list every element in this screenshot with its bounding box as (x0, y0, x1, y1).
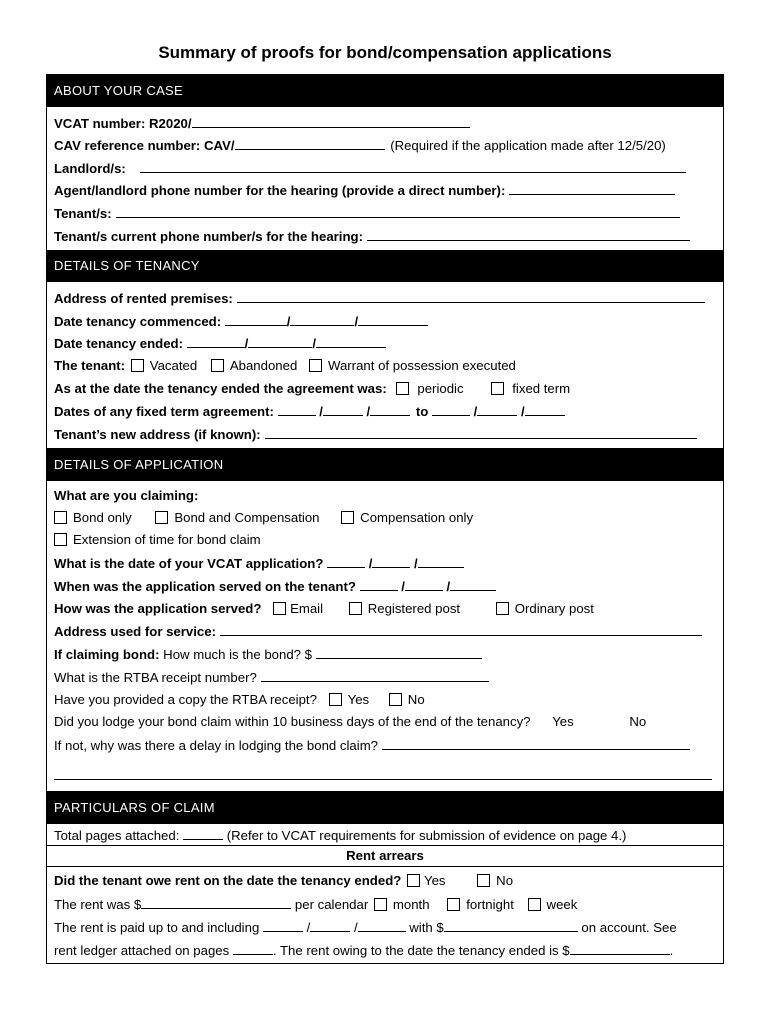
fortnight-label: fortnight (466, 897, 514, 912)
lodge-question: Did you lodge your bond claim within 10 business days of the end of the tenancy? (54, 714, 531, 729)
service-address-row (54, 623, 702, 640)
abandoned-checkbox[interactable] (211, 359, 224, 372)
fixed-term-checkbox[interactable] (491, 382, 504, 395)
vcat-number-label: VCAT number: R2020/ (54, 116, 192, 131)
rtba-receipt-field[interactable] (261, 669, 489, 682)
per-calendar-label: per calendar (294, 897, 369, 912)
pages-field[interactable] (183, 827, 223, 840)
tenant-field[interactable] (116, 205, 680, 218)
warrant-checkbox[interactable] (309, 359, 322, 372)
week-label: week (546, 897, 578, 912)
cav-number-row (54, 137, 666, 154)
ended-month-field[interactable] (248, 335, 312, 348)
vcat-number-field[interactable] (192, 115, 470, 128)
ordinary-post-label: Ordinary post (514, 601, 594, 616)
week-checkbox[interactable] (528, 898, 541, 911)
extension-checkbox[interactable] (54, 533, 67, 546)
tenant-phone-row (54, 228, 690, 245)
address-field[interactable] (237, 290, 705, 303)
vacated-checkbox[interactable] (131, 359, 144, 372)
rtba-copy-no-checkbox[interactable] (389, 693, 402, 706)
month-checkbox[interactable] (374, 898, 387, 911)
agent-phone-label: Agent/landlord phone number for the hearing (provide a direct number): (54, 183, 506, 198)
period-end: . (669, 943, 674, 958)
served-date-day-field[interactable] (360, 578, 398, 591)
delay-field[interactable] (382, 737, 690, 750)
rtba-copy-label: Have you provided a copy the RTBA receipt? (54, 692, 317, 707)
vcat-date-year-field[interactable] (418, 555, 464, 568)
warrant-label: Warrant of possession executed (328, 358, 516, 373)
pages-note: (Refer to VCAT requirements for submission of evidence on page 4.) (226, 828, 627, 843)
served-how-row (54, 601, 594, 617)
rtba-receipt-row (54, 669, 489, 686)
tenant-phone-field[interactable] (367, 228, 690, 241)
cav-note: (Required if the application made after 12/5/20) (390, 138, 666, 153)
pages-row (54, 827, 626, 844)
new-address-field[interactable] (265, 426, 697, 439)
rent-amount-field[interactable] (141, 896, 291, 909)
registered-post-label: Registered post (367, 601, 461, 616)
ledger-row (54, 942, 673, 959)
owe-rent-row (54, 873, 513, 889)
owing-label: . The rent owing to the date the tenancy ended is $ (272, 943, 570, 958)
paid-up-label: The rent is paid up to and including (54, 920, 260, 935)
lodge-no-option[interactable]: No (629, 714, 647, 729)
owe-rent-no-label: No (496, 873, 514, 888)
fixed-to-year-field[interactable] (525, 403, 565, 416)
vcat-date-day-field[interactable] (327, 555, 365, 568)
fixed-from-month-field[interactable] (323, 403, 363, 416)
month-label: month (392, 897, 430, 912)
commenced-year-field[interactable] (358, 313, 428, 326)
cav-number-field[interactable] (235, 137, 385, 150)
fixed-dates-row: Dates of any fixed term agreement: / / to / / (54, 403, 565, 420)
bond-only-label: Bond only (73, 510, 132, 525)
served-date-year-field[interactable] (450, 578, 496, 591)
landlord-field[interactable] (140, 160, 686, 173)
page-title: Summary of proofs for bond/compensation applications (158, 43, 612, 62)
served-date-row: When was the application served on the tenant? / / (54, 578, 496, 595)
owe-rent-yes-label: Yes (423, 873, 446, 888)
ledger-pages-field[interactable] (233, 942, 273, 955)
new-address-row (54, 426, 697, 443)
compensation-only-label: Compensation only (360, 510, 474, 525)
ended-day-field[interactable] (187, 335, 245, 348)
on-account-amount-field[interactable] (444, 919, 578, 932)
agent-phone-row (54, 182, 675, 199)
section-header-application: DETAILS OF APPLICATION (46, 448, 724, 481)
agent-phone-field[interactable] (509, 182, 675, 195)
fixed-from-day-field[interactable] (278, 403, 316, 416)
claiming-row (54, 488, 198, 504)
tenant-row (54, 205, 680, 222)
rent-was-label: The rent was $ (54, 897, 142, 912)
new-address-label: Tenant’s new address (if known): (54, 427, 261, 442)
divider (46, 845, 724, 846)
vcat-number-row (54, 115, 470, 132)
owe-rent-yes-checkbox[interactable] (407, 874, 420, 887)
bond-amount-label: How much is the bond? $ (163, 647, 312, 662)
paid-up-month-field[interactable] (310, 919, 350, 932)
address-row (54, 290, 705, 307)
fortnight-checkbox[interactable] (447, 898, 460, 911)
commenced-day-field[interactable] (225, 313, 287, 326)
fixed-from-year-field[interactable] (370, 403, 410, 416)
email-label: Email (290, 601, 324, 616)
rtba-copy-yes-label: Yes (347, 692, 370, 707)
on-account-label: on account. See (581, 920, 677, 935)
divider (46, 866, 724, 867)
to-label: to (415, 404, 429, 419)
fixed-dates-label: Dates of any fixed term agreement: (54, 404, 274, 419)
registered-post-checkbox[interactable] (349, 602, 362, 615)
compensation-only-checkbox[interactable] (341, 511, 354, 524)
claiming-bond-label: If claiming bond: (54, 647, 160, 662)
paid-up-row: The rent is paid up to and including / / with $ on account. See (54, 920, 677, 935)
owe-rent-no-checkbox[interactable] (477, 874, 490, 887)
section-header-tenancy: DETAILS OF TENANCY (46, 250, 724, 282)
periodic-checkbox[interactable] (396, 382, 409, 395)
bond-only-checkbox[interactable] (54, 511, 67, 524)
claiming-label: What are you claiming: (54, 488, 199, 503)
pages-label: Total pages attached: (54, 828, 180, 843)
address-label: Address of rented premises: (54, 291, 233, 306)
section-header-particulars: PARTICULARS OF CLAIM (46, 791, 724, 824)
commenced-label: Date tenancy commenced: (54, 314, 222, 329)
tenant-phone-label: Tenant/s current phone number/s for the hearing: (54, 229, 363, 244)
email-checkbox[interactable] (273, 602, 286, 615)
rent-arrears-title: Rent arrears (346, 848, 424, 863)
fixed-to-month-field[interactable] (477, 403, 517, 416)
served-date-month-field[interactable] (405, 578, 443, 591)
ended-label: Date tenancy ended: (54, 336, 183, 351)
delay-row (54, 737, 690, 754)
lodge-yes-option[interactable]: Yes (552, 714, 574, 729)
tenant-status-row (54, 358, 516, 374)
claim-options-row (54, 510, 473, 526)
extension-label: Extension of time for bond claim (73, 532, 261, 547)
fixed-term-label: fixed term (512, 381, 571, 396)
bond-amount-field[interactable] (316, 646, 482, 659)
vcat-date-row: What is the date of your VCAT application? / / (54, 555, 464, 572)
bond-and-compensation-checkbox[interactable] (155, 511, 168, 524)
service-address-label: Address used for service: (54, 624, 216, 639)
delay-label: If not, why was there a delay in lodging the bond claim? (54, 738, 379, 753)
vcat-date-label: What is the date of your VCAT application? (54, 556, 324, 571)
lodge-row (54, 714, 646, 730)
agreement-label: As at the date the tenancy ended the agreement was: (54, 381, 387, 396)
tenant-label: Tenant/s: (54, 206, 112, 221)
bond-amount-row (54, 646, 482, 663)
commenced-month-field[interactable] (290, 313, 354, 326)
rtba-copy-row (54, 692, 425, 708)
ended-row: Date tenancy ended: / / (54, 335, 386, 352)
delay-field-line2[interactable] (54, 767, 712, 780)
vacated-label: Vacated (149, 358, 198, 373)
bond-and-compensation-label: Bond and Compensation (174, 510, 320, 525)
periodic-label: periodic (417, 381, 464, 396)
rent-owing-field[interactable] (570, 942, 670, 955)
rtba-copy-no-label: No (407, 692, 425, 707)
fixed-to-day-field[interactable] (432, 403, 470, 416)
with-label: with $ (409, 920, 444, 935)
vcat-date-month-field[interactable] (372, 555, 410, 568)
landlord-row (54, 160, 686, 177)
service-address-field[interactable] (220, 623, 702, 636)
ledger-label: rent ledger attached on pages (54, 943, 230, 958)
paid-up-year-field[interactable] (358, 919, 406, 932)
cav-number-label: CAV reference number: CAV/ (54, 138, 235, 153)
extension-row (54, 532, 261, 548)
rent-was-row (54, 896, 577, 913)
section-header-about: ABOUT YOUR CASE (46, 74, 724, 107)
commenced-row: Date tenancy commenced: / / (54, 313, 428, 330)
landlord-label: Landlord/s: (54, 161, 126, 176)
abandoned-label: Abandoned (229, 358, 298, 373)
rtba-receipt-label: What is the RTBA receipt number? (54, 670, 257, 685)
agreement-row (54, 381, 570, 397)
ended-year-field[interactable] (316, 335, 386, 348)
ordinary-post-checkbox[interactable] (496, 602, 509, 615)
tenant-status-label: The tenant: (54, 358, 126, 373)
rtba-copy-yes-checkbox[interactable] (329, 693, 342, 706)
served-date-label: When was the application served on the tenant? (54, 579, 356, 594)
owe-rent-label: Did the tenant owe rent on the date the tenancy ended? (54, 873, 402, 888)
paid-up-day-field[interactable] (263, 919, 303, 932)
served-how-label: How was the application served? (54, 601, 262, 616)
